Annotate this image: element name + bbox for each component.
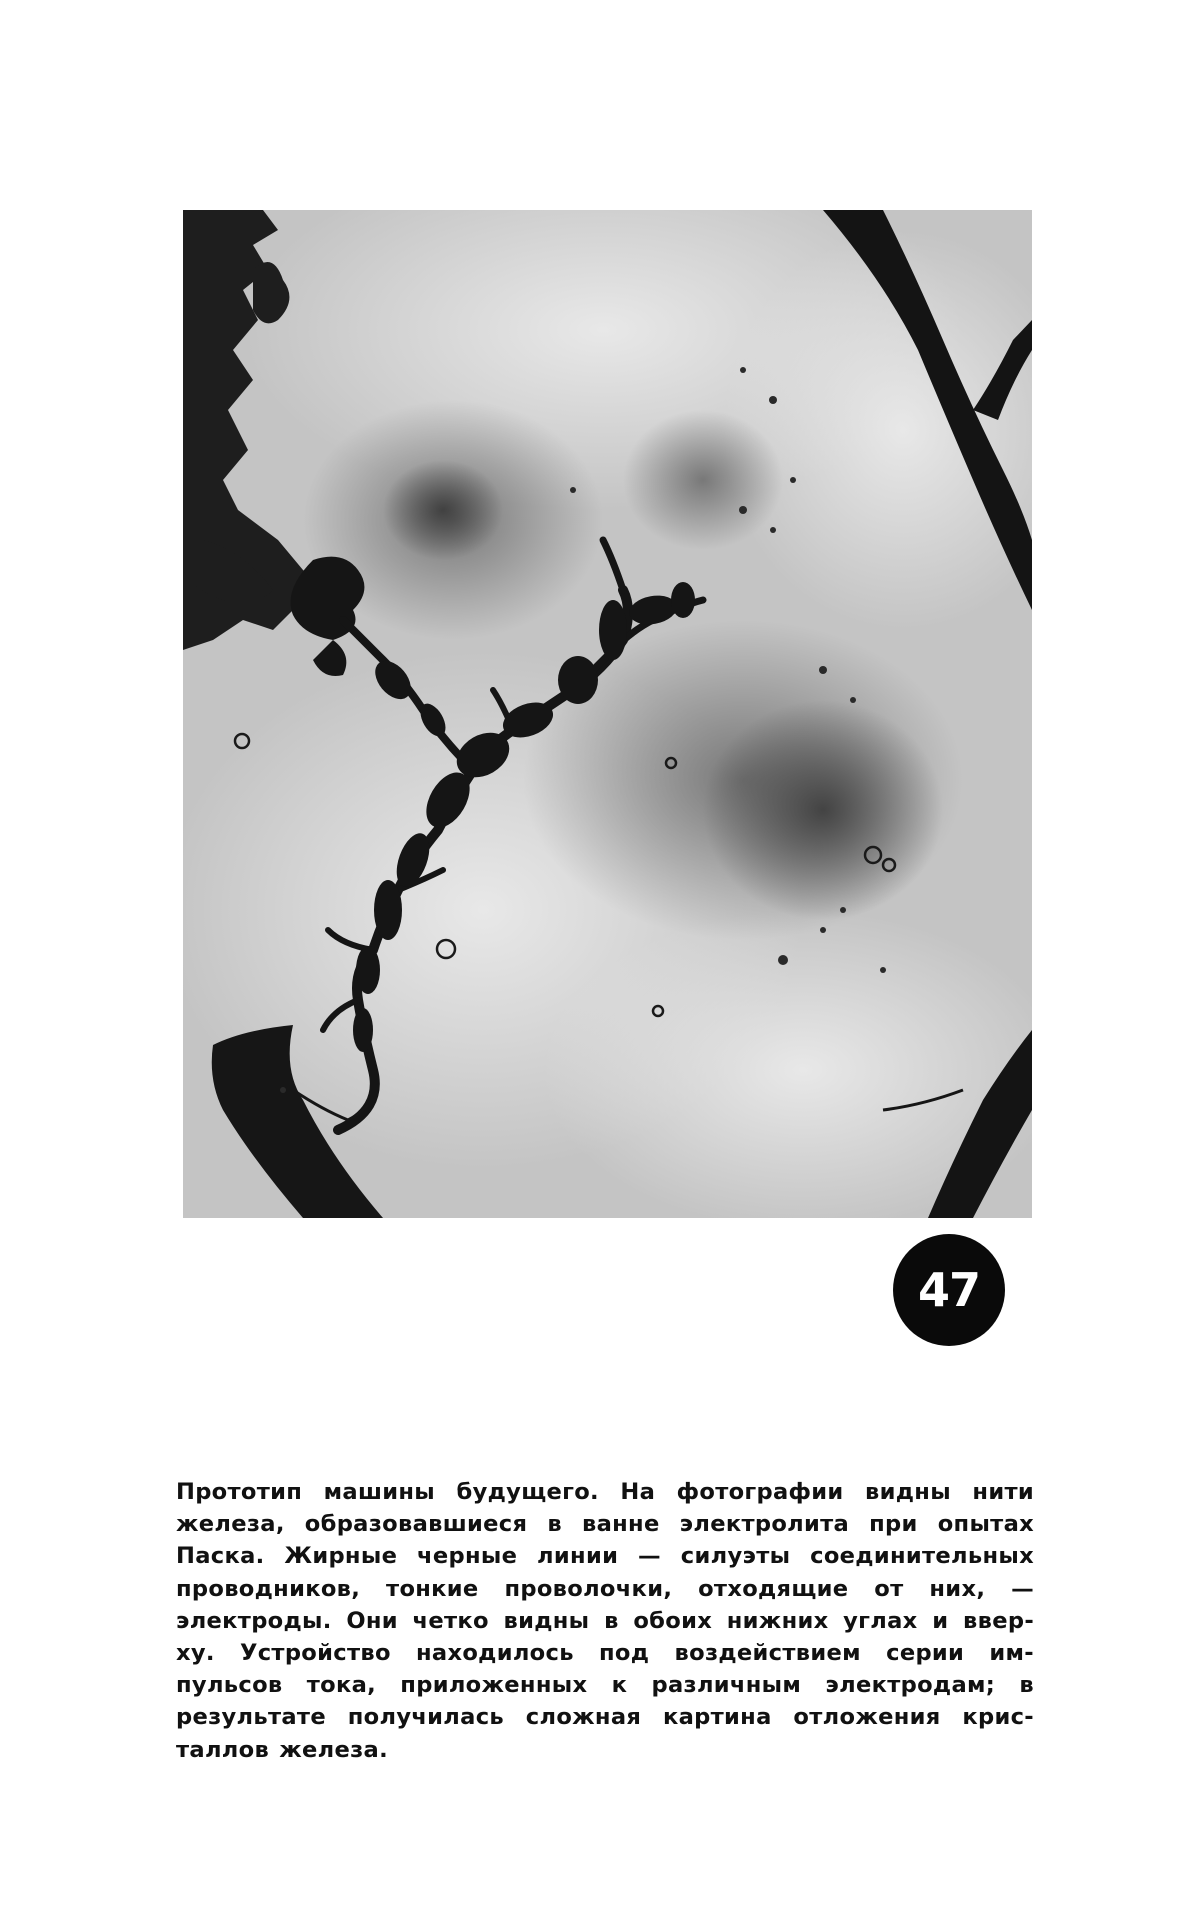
- iron-filament-photo: [183, 210, 1032, 1218]
- caption-line: результате получилась сложная картина отложения крис-: [176, 1704, 1034, 1731]
- caption-line: таллов железа.: [176, 1736, 388, 1763]
- caption-line: Прототип машины будущего. На фотографии видны нити: [176, 1479, 1034, 1505]
- caption-line: электроды. Они четко видны в обоих нижних углах и ввер-: [176, 1607, 1034, 1634]
- caption-line: пульсов тока, приложенных к различным электродам; в: [176, 1672, 1034, 1699]
- figure-caption: [176, 1476, 1034, 1766]
- caption-line: Паска. Жирные черные линии — силуэты соединительных: [176, 1543, 1034, 1570]
- caption-line: проводников, тонкие проволочки, отходящие от них, —: [176, 1575, 1034, 1602]
- caption-line: железа, образовавшиеся в ванне электролита при опытах: [176, 1511, 1034, 1538]
- caption-line: ху. Устройство находилось под воздействием серии им-: [176, 1640, 1034, 1667]
- figure-number-badge: 47: [893, 1234, 1005, 1346]
- photo-graphic: [183, 210, 1032, 1218]
